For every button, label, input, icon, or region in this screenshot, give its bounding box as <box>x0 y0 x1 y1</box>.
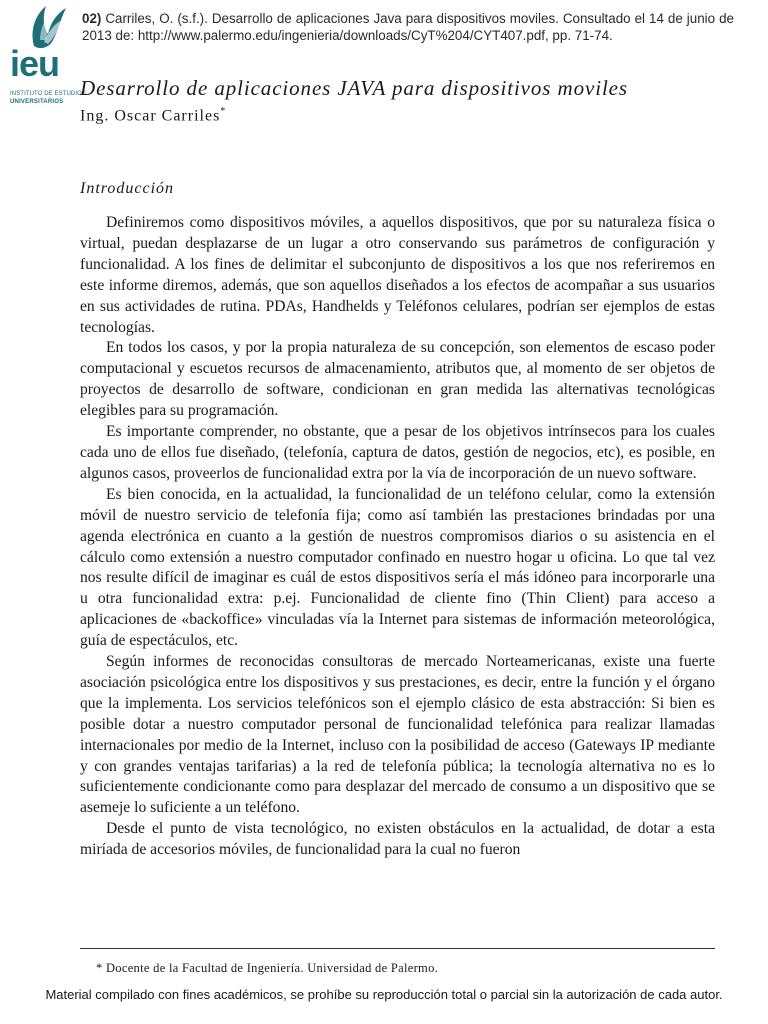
paragraph: Es bien conocida, en la actualidad, la funcionalidad de un teléfono celular, como la extensión móvil de nuestro servicio de telefonía fija; como así también las prestaciones brindadas por una agenda electrónica en cuanto a la gestión de nuestros compromisos diarios o su asistencia en el cálculo como extensión a nuestro computador confinado en nuestro hogar u oficina. Lo que tal vez nos resulte difícil de imaginar es cuál de estos dispositivos sería el más idóneo para incorporarle una u otra funcionalidad extra: p.ej. Funcionalidad de cliente fino (Thin Client) para acceso a aplicaciones de «backoffice» vinculadas vía la Internet para sistemas de información meteorológica, guía de espectáculos, etc. <box>80 485 715 650</box>
author-footnote-mark: * <box>220 106 227 117</box>
footnote-divider <box>80 948 715 949</box>
paragraph: En todos los casos, y por la propia naturaleza de su concepción, son elementos de escaso poder computacional y escuetos recursos de almacenamiento, atributos que, al momento de ser objetos de proyectos de desarrollo de software, condicionan en gran medida las alternativas tecnológicas elegibles para su programación. <box>80 339 715 420</box>
citation <box>82 10 734 44</box>
ieu-logo <box>4 2 86 106</box>
author-name: Ing. Oscar Carriles <box>80 107 221 125</box>
article-author <box>80 106 226 125</box>
paragraph: Es importante comprender, no obstante, que a pesar de los objetivos intrínsecos para los cuales cada uno de ellos fue diseñado, (telefonía, captura de datos, gestión de negocios, etc), es posible, en algunos casos, proveerlos de funcionalidad extra por la vía de incorporación de un nuevo software. <box>80 423 715 482</box>
citation-number: 02) <box>82 11 102 26</box>
logo-subtitle-line1: INSTITUTO DE ESTUDIOS <box>10 91 86 97</box>
copyright-disclaimer: Material compilado con fines académicos, se prohíbe su reproducción total o parcial sin la autorización de cada autor. <box>45 987 723 1002</box>
section-heading: Introducción <box>80 180 175 197</box>
footnote: * Docente de la Facultad de Ingeniería. Universidad de Palermo. <box>96 961 439 975</box>
article-title: Desarrollo de aplicaciones JAVA para dispositivos moviles <box>80 76 628 100</box>
citation-text: Carriles, O. (s.f.). Desarrollo de aplicaciones Java para dispositivos moviles. Consultado el 14 de junio de 2013 de: http://www.palermo.edu/ingenieria/downloads/CyT%204/CYT407.pdf, pp. 71-74. <box>82 11 734 43</box>
paragraph: Definiremos como dispositivos móviles, a aquellos dispositivos, que por su naturaleza física o virtual, puedan desplazarse de un lugar a otro conservando sus parámetros de configuración y funcionalidad. A los fines de delimitar el subconjunto de dispositivos a los que nos referiremos en este informe diremos, además, que son aquellos diseñados a los efectos de acompañar a sus usuarios en sus actividades de rutina. PDAs, Handhelds y Teléfonos celulares, podrían ser ejemplos de estas tecnologías. <box>80 214 715 336</box>
logo-letters: ieu <box>10 43 60 84</box>
paragraph: Desde el punto de vista tecnológico, no existen obstáculos en la actualidad, de dotar a esta miríada de accesorios móviles, de funcionalidad para la cual no fueron <box>80 820 715 859</box>
logo-subtitle-line2: UNIVERSITARIOS <box>10 99 64 105</box>
paragraph: Según informes de reconocidas consultoras de mercado Norteamericanas, existe una fuerte asociación psicológica entre los dispositivos y sus prestaciones, es decir, entre la función y el órgano que la implementa. Los servicios telefónicos son el ejemplo clásico de esta abstracción: Si bien es posible dotar a nuestro computador personal de funcionalidad telefónica para realizar llamadas internacionales por medio de la Internet, incluso con la posibilidad de acceso (Gateways IP mediante y con grandes ventajas tarifarias) a la red de telefonía pública; la tecnología alternativa no es lo suficientemente condicionante como para desplazar del mercado de consumo a un dispositivo que se asemeje lo suficiente a un teléfono. <box>80 653 715 817</box>
article-body <box>80 213 715 861</box>
